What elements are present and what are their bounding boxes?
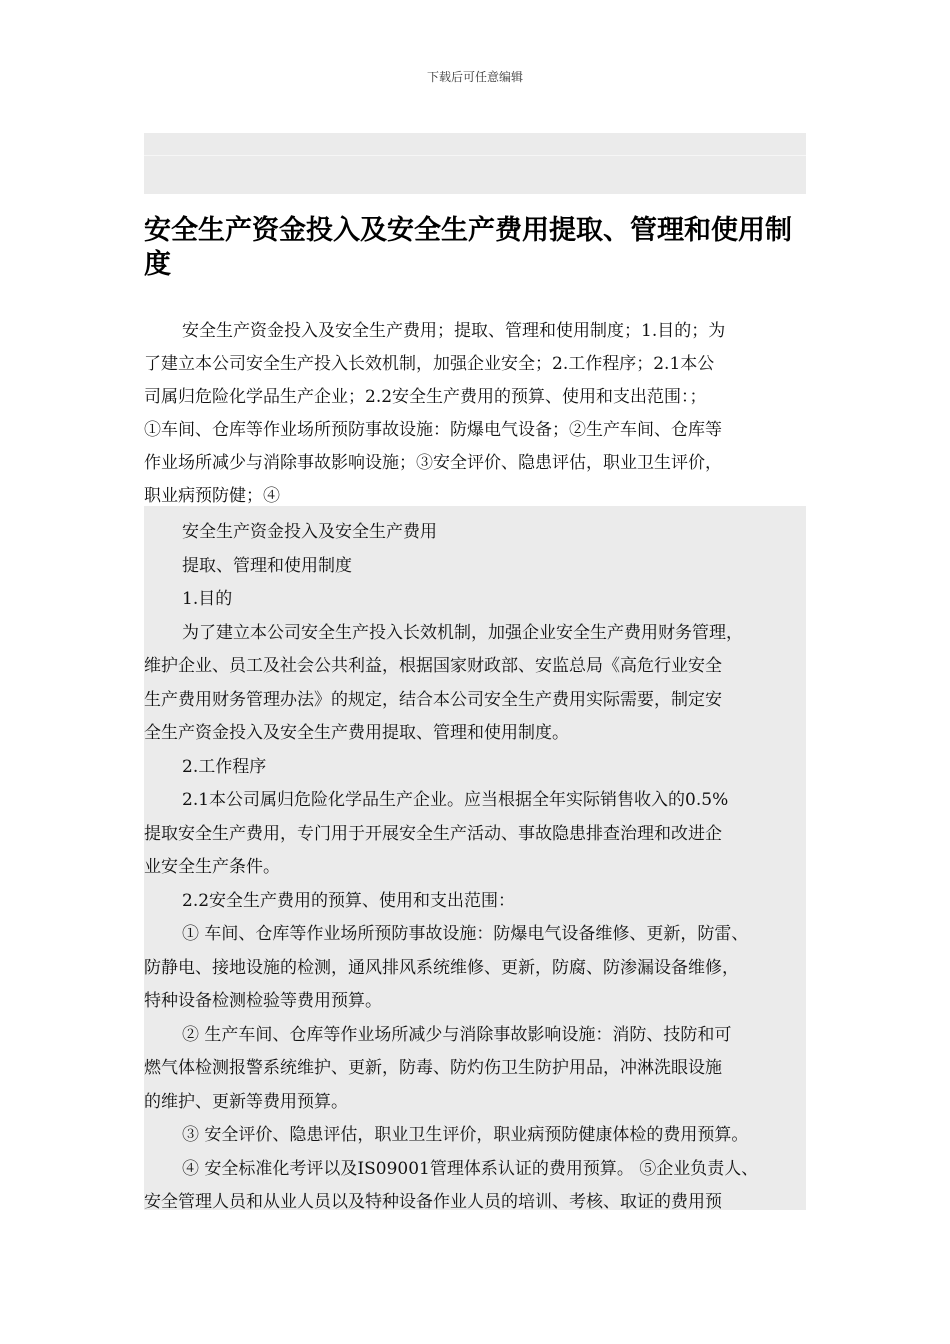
paragraph-line: 燃气体检测报警系统维护、更新，防毒、防灼伤卫生防护用品，冲淋洗眼设施 <box>144 1058 722 1078</box>
summary-line: 司属归危险化学品生产企业；2.2安全生产费用的预算、使用和支出范围：； <box>144 387 707 407</box>
item-1-paragraph <box>144 918 824 1019</box>
item-2-paragraph <box>144 1019 824 1120</box>
paragraph-line: 生产费用财务管理办法》的规定，结合本公司安全生产费用实际需要，制定安 <box>144 689 722 710</box>
item-3-paragraph <box>144 1119 824 1153</box>
document-body <box>144 506 806 1210</box>
body-subheading <box>144 550 824 584</box>
paragraph-line: 为了建立本公司安全生产投入长效机制，加强企业安全生产费用财务管理， <box>182 622 743 643</box>
purpose-paragraph <box>144 617 824 751</box>
clause-2-1-paragraph <box>144 784 824 885</box>
paragraph-line: ③ 安全评价、隐患评估，职业卫生评价，职业病预防健康体检的费用预算。 <box>182 1125 749 1145</box>
section-heading-line: 2.工作程序 <box>182 756 267 777</box>
summary-line: 了建立本公司安全生产投入长效机制，加强企业安全；2.工作程序；2.1本公 <box>144 354 715 374</box>
section-heading <box>144 583 824 617</box>
summary-line: ①车间、仓库等作业场所预防事故设施：防爆电气设备；②生产车间、仓库等 <box>144 420 722 440</box>
paragraph-line: 提取安全生产费用，专门用于开展安全生产活动、事故隐患排查治理和改进企 <box>144 823 722 844</box>
paragraph-line: 2.1本公司属归危险化学品生产企业。应当根据全年实际销售收入的0.5% <box>182 790 729 810</box>
shaded-placeholder-band <box>144 133 806 194</box>
paragraph-line: 的维护、更新等费用预算。 <box>144 1091 348 1112</box>
paragraph-line: 特种设备检测检验等费用预算。 <box>144 991 382 1011</box>
section-heading-line: 2.2安全生产费用的预算、使用和支出范围： <box>182 890 516 911</box>
summary-line: 职业病预防健；④ <box>144 486 280 506</box>
summary-line: 作业场所减少与消除事故影响设施；③安全评价、隐患评估，职业卫生评价， <box>144 453 722 473</box>
section-heading <box>144 751 824 785</box>
paragraph-line: 安全管理人员和从业人员以及特种设备作业人员的培训、考核、取证的费用预 <box>144 1192 722 1212</box>
body-heading-line: 安全生产资金投入及安全生产费用 <box>182 522 437 542</box>
paragraph-line: 维护企业、员工及社会公共利益，根据国家财政部、安监总局《高危行业安全 <box>144 656 722 676</box>
paragraph-line: 防静电、接地设施的检测，通风排风系统维修、更新，防腐、防渗漏设备维修， <box>144 957 739 978</box>
summary-line: 安全生产资金投入及安全生产费用；提取、管理和使用制度；1.目的；为 <box>182 321 726 341</box>
paragraph-line: 业安全生产条件。 <box>144 857 280 877</box>
paragraph-line: ② 生产车间、仓库等作业场所减少与消除事故影响设施：消防、技防和可 <box>182 1024 732 1045</box>
paragraph-line: 全生产资金投入及安全生产费用提取、管理和使用制度。 <box>144 723 569 743</box>
body-heading-line: 提取、管理和使用制度 <box>182 555 352 576</box>
summary-paragraph <box>144 315 806 513</box>
item-4-5-paragraph <box>144 1153 824 1220</box>
paragraph-line: ④ 安全标准化考评以及IS09001管理体系认证的费用预算。 ⑤企业负责人、 <box>182 1158 759 1179</box>
paragraph-line: ① 车间、仓库等作业场所预防事故设施：防爆电气设备维修、更新，防雷、 <box>182 924 749 944</box>
section-heading-line: 1.目的 <box>182 589 233 609</box>
header-note: 下载后可任意编辑 <box>426 70 523 84</box>
document-title: 安全生产资金投入及安全生产费用提取、管理和使用制度 <box>144 215 792 280</box>
clause-2-2-heading <box>144 885 824 919</box>
band-divider <box>144 155 806 156</box>
body-heading <box>144 516 824 550</box>
